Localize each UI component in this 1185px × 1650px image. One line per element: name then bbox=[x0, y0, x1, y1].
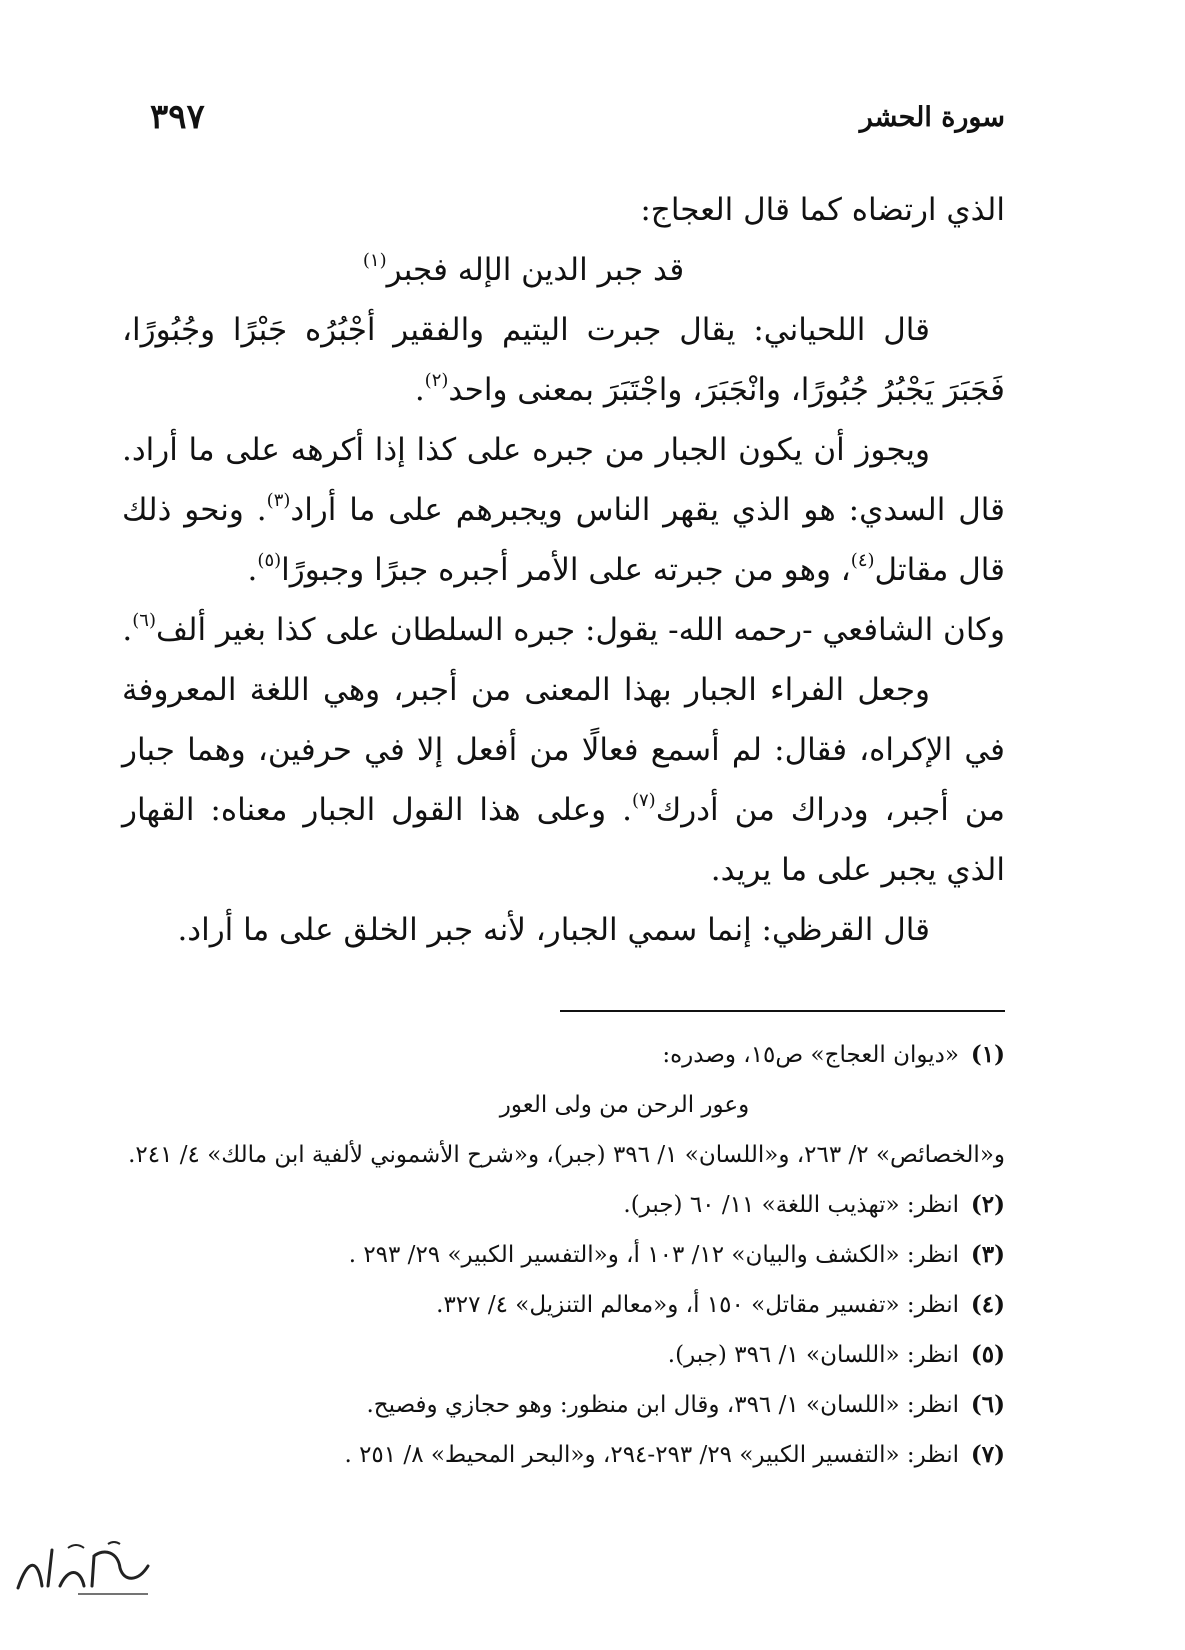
footnote-item bbox=[124, 1380, 1005, 1430]
footnote-text: انظر: «تهذيب اللغة» ١١/ ٦٠ (جبر). bbox=[623, 1192, 959, 1218]
footnote-item bbox=[124, 1030, 1005, 1080]
footnote-item bbox=[124, 1230, 1005, 1280]
paragraph-farra: وجعل الفراء الجبار بهذا المعنى من أجبر، وهي اللغة المعروفة في الإكراه، فقال: لم أسمع فعالًا من أفعل إلا في حرفين، وهما جبار من أجبر، ودراك من أدرك$^{(٧)}$. وعلى هذا القول الجبار معناه: القهار الذي يجبر على ما يريد. bbox=[122, 672, 1005, 888]
footnote-text: «ديوان العجاج» ص١٥، وصدره: bbox=[662, 1042, 959, 1068]
footnote-continuation: و«الخصائص» ٢/ ٢٦٣، و«اللسان» ١/ ٣٩٦ (جبر)، و«شرح الأشموني لألفية ابن مالك» ٤/ ٢٤١. bbox=[128, 1142, 1005, 1168]
footnote-item bbox=[124, 1180, 1005, 1230]
footnote-number: (٦) bbox=[970, 1391, 1005, 1418]
footnote-ref[interactable]: (٢) bbox=[424, 370, 449, 391]
footnote-ref[interactable]: (١) bbox=[362, 250, 387, 271]
footnotes bbox=[124, 1030, 1005, 1480]
paragraph-intro: الذي ارتضاه كما قال العجاج: bbox=[640, 192, 1005, 228]
footnote-text: انظر: «اللسان» ١/ ٣٩٦، وقال ابن منظور: وهو حجازي وفصيح. bbox=[366, 1392, 959, 1418]
footnote-number: (٥) bbox=[970, 1341, 1005, 1368]
surah-name: سورة الحشر bbox=[859, 101, 1005, 133]
footnote-text: انظر: «الكشف والبيان» ١٢/ ١٠٣ أ، و«التفسير الكبير» ٢٩/ ٢٩٣ . bbox=[348, 1242, 959, 1268]
footnote-ref[interactable]: (٤) bbox=[850, 550, 875, 571]
footnote-ref[interactable]: (٥) bbox=[257, 550, 282, 571]
footnote-item bbox=[124, 1430, 1005, 1480]
paragraph-shafii: وكان الشافعي -رحمه الله- يقول: جبره السلطان على كذا بغير ألف$^{(٦)}$. bbox=[122, 610, 1005, 648]
footnote-text: انظر: «تفسير مقاتل» ١٥٠ أ، و«معالم التنزيل» ٤/ ٣٢٧. bbox=[436, 1292, 959, 1318]
footnote-verse: وعور الرحن من ولى العور bbox=[499, 1092, 750, 1118]
footnote-separator bbox=[560, 1010, 1005, 1012]
poem-verse: قد جبر الدين الإله فجبر$^{(١)}$ bbox=[362, 250, 685, 288]
footnote-ref[interactable]: (٦) bbox=[132, 610, 156, 631]
footnote-ref[interactable]: (٧) bbox=[631, 790, 656, 811]
footnote-number: (١) bbox=[970, 1041, 1005, 1068]
footnote-number: (٣) bbox=[970, 1241, 1005, 1268]
footnote-item bbox=[124, 1280, 1005, 1330]
footnote-ref[interactable]: (٣) bbox=[266, 490, 291, 511]
paragraph-qurazi: قال القرظي: إنما سمي الجبار، لأنه جبر الخلق على ما أراد. bbox=[177, 912, 930, 948]
footnote-number: (٧) bbox=[970, 1441, 1005, 1468]
footnote-number: (٢) bbox=[970, 1191, 1005, 1218]
main-text bbox=[122, 180, 1005, 960]
page-header bbox=[150, 92, 1005, 142]
footnote-text: انظر: «التفسير الكبير» ٢٩/ ٢٩٣-٢٩٤، و«البحر المحيط» ٨/ ٢٥١ . bbox=[344, 1442, 959, 1468]
publisher-logo bbox=[8, 1538, 158, 1600]
paragraph-lihyani: قال اللحياني: يقال جبرت اليتيم والفقير أجْبُرُه جَبْرًا وجُبُورًا، فَجَبَرَ يَجْبُرُ جُبُورًا، وانْجَبَرَ، واجْتَبَرَ بمعنى واحد$^{(٢)}$. bbox=[122, 312, 1005, 408]
paragraph-suddi: ويجوز أن يكون الجبار من جبره على كذا إذا أكرهه على ما أراد. قال السدي: هو الذي يقهر الناس ويجبرهم على ما أراد$^{(٣)}$. ونحو ذلك قال مقاتل$^{(٤)}$، وهو من جبرته على الأمر أجبره جبرًا وجبورًا$^{(٥)}$. bbox=[122, 432, 1005, 588]
footnote-text: انظر: «اللسان» ١/ ٣٩٦ (جبر). bbox=[667, 1342, 959, 1368]
footnote-item bbox=[124, 1330, 1005, 1380]
footnote-number: (٤) bbox=[970, 1291, 1005, 1318]
page-number: ٣٩٧ bbox=[150, 97, 205, 137]
